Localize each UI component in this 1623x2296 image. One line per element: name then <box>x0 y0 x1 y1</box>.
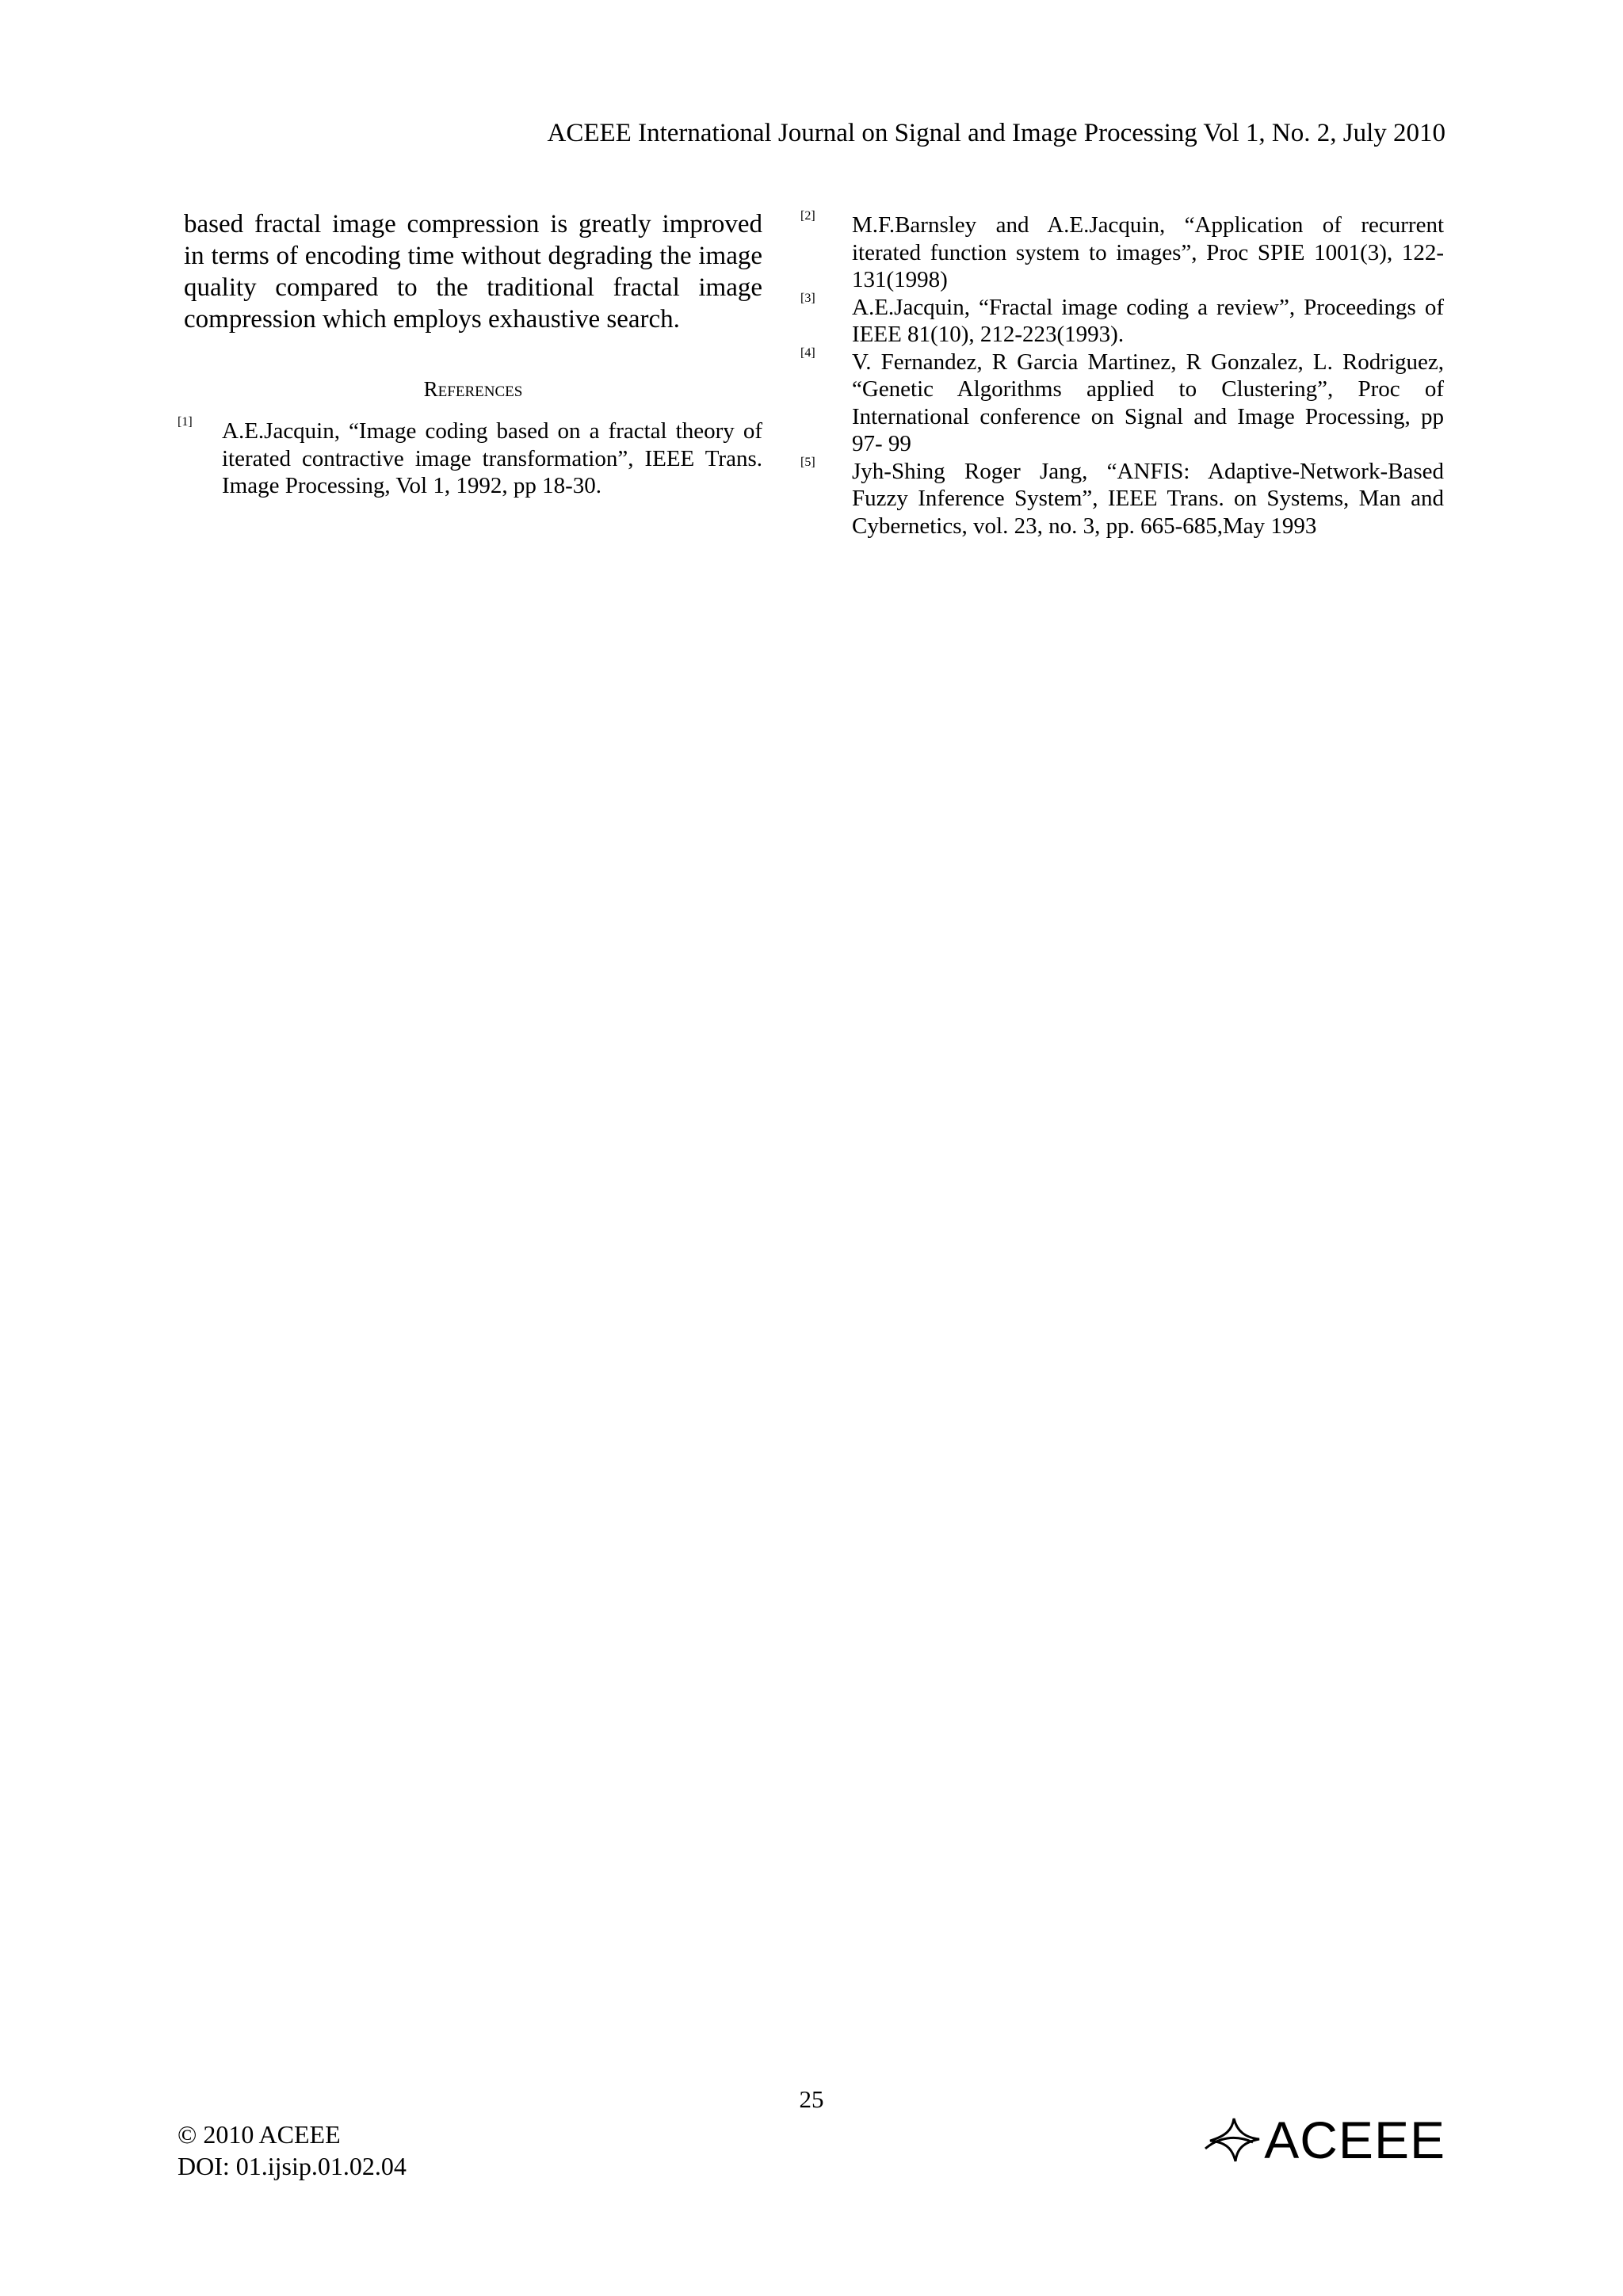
reference-text: M.F.Barnsley and A.E.Jacquin, “Application of recurrent iterated function system to images”, Proc SPIE 1001(3), 122-131(1998) <box>852 212 1444 292</box>
conclusion-paragraph: based fractal image compression is greatly improved in terms of encoding time without degrading the image quality compared to the traditional fractal image compression which employs exhaustive search. <box>184 210 762 334</box>
reference-text: Jyh-Shing Roger Jang, “ANFIS: Adaptive-Network-Based Fuzzy Inference System”, IEEE Trans. on Systems, Man and Cybernetics, vol. 23, no. 3, pp. 665-685,May 1993 <box>852 458 1444 539</box>
doi-text: DOI: 01.ijsip.01.02.04 <box>178 2152 407 2180</box>
reference-number: [2] <box>800 209 815 223</box>
reference-item <box>178 415 762 500</box>
reference-text: V. Fernandez, R Garcia Martinez, R Gonzalez, L. Rodriguez, “Genetic Algorithms applied to Clustering”, Proc of International conference on Signal and Image Processing, pp 97- 99 <box>852 349 1444 456</box>
reference-number: [1] <box>178 415 193 429</box>
reference-item <box>800 291 1444 349</box>
left-column <box>178 208 762 500</box>
reference-item <box>800 345 1444 458</box>
aceee-logo <box>1204 2111 1445 2169</box>
reference-number: [3] <box>800 291 815 305</box>
running-header: ACEEE International Journal on Signal and Image Processing Vol 1, No. 2, July 2010 <box>547 119 1445 147</box>
reference-text: A.E.Jacquin, “Image coding based on a fractal theory of iterated contractive image transformation”, IEEE Trans. Image Processing, Vol 1, 1992, pp 18-30. <box>222 418 762 498</box>
reference-item <box>800 209 1444 294</box>
reference-number: [5] <box>800 455 815 469</box>
reference-text: A.E.Jacquin, “Fractal image coding a review”, Proceedings of IEEE 81(10), 212-223(1993). <box>852 294 1444 347</box>
reference-item <box>800 455 1444 540</box>
references-heading: References <box>423 377 523 401</box>
copyright-text: © 2010 ACEEE <box>178 2120 341 2149</box>
logo-text: ACEEE <box>1264 2111 1445 2169</box>
reference-number: [4] <box>800 345 815 360</box>
footer-info <box>178 2119 407 2182</box>
right-column <box>800 209 1444 540</box>
page-number: 25 <box>799 2085 824 2113</box>
star-swirl-icon <box>1204 2114 1264 2166</box>
